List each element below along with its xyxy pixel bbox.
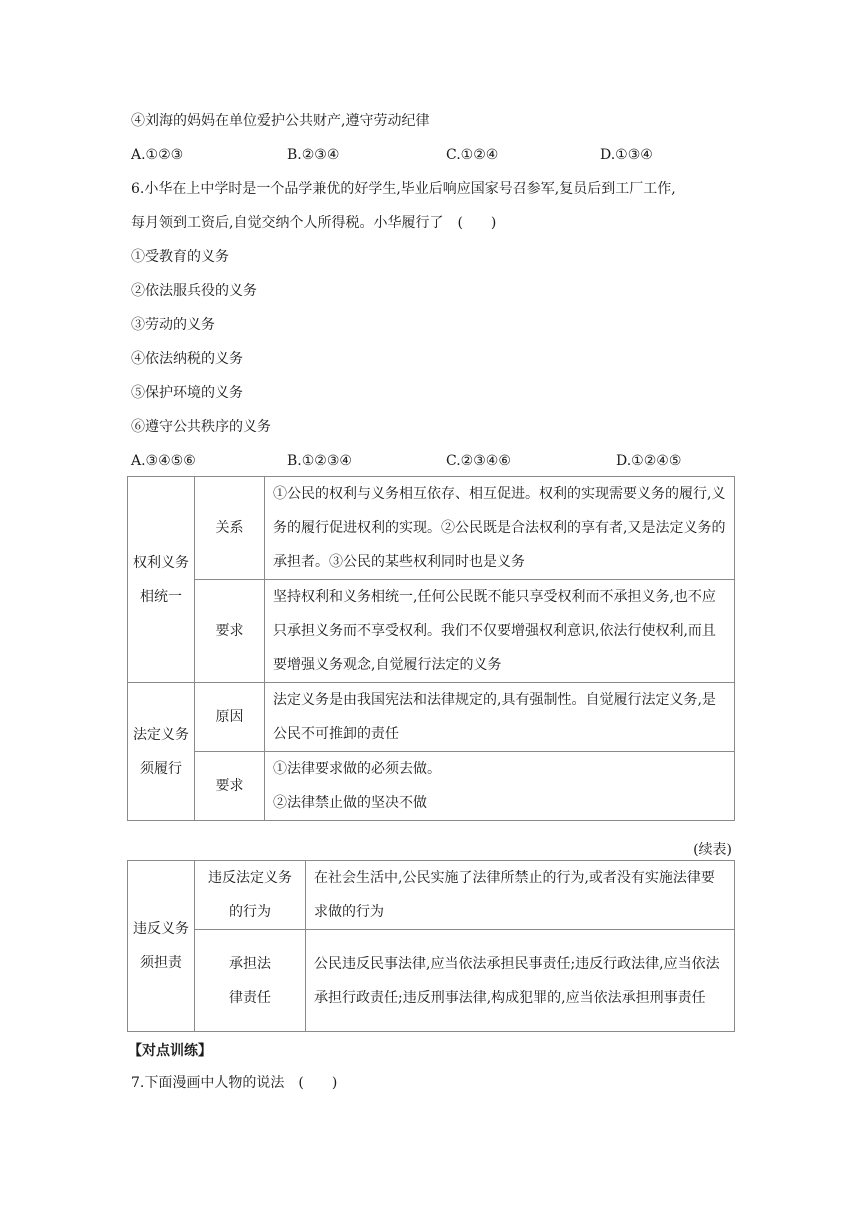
row-content-line: ①法律要求做的必须去做。 [273,761,441,777]
group-title-rights-duties [128,477,195,683]
q5-option-b: B.②③④ [287,147,340,163]
row-label [195,930,306,1032]
section-heading: 【对点训练】 [128,1043,212,1059]
row-label [195,861,306,930]
row-content-line: ②法律禁止做的坚决不做 [273,795,427,811]
group-title-line: 须履行 [140,760,182,777]
q6-item-4: ④依法纳税的义务 [131,351,243,367]
q6-item-5: ⑤保护环境的义务 [131,385,243,401]
row-label: 要求 [195,580,265,683]
q6-item-1: ①受教育的义务 [131,249,229,265]
group-title-legal-duties [128,683,195,821]
row-content [265,752,735,821]
row-content: 在社会生活中,公民实施了法律所禁止的行为,或者没有实施法律要求做的行为 [306,861,735,930]
q5-options [131,145,731,165]
q6-stem-line-2: 每月领到工资后,自觉交纳个人所得税。小华履行了 ( ) [131,215,497,231]
q5-option-c: C.①②④ [446,147,499,163]
q6-item-3: ③劳动的义务 [131,317,215,333]
group-title-line: 相统一 [140,588,182,605]
row-label-line: 违反法定义务 [208,870,292,886]
row-label: 原因 [195,683,265,752]
row-label-line: 律责任 [229,989,271,1006]
q6-stem-line-1: 6.小华在上中学时是一个品学兼优的好学生,毕业后响应国家号召参军,复员后到工厂工作, [131,181,676,197]
group-title-line: 法定义务 [133,726,189,743]
row-label-line: 承担法 [229,955,271,972]
q5-item-4: ④刘海的妈妈在单位爱护公共财产,遵守劳动纪律 [131,113,430,129]
row-label-line: 的行为 [229,904,271,920]
row-content: 公民违反民事法律,应当依法承担民事责任;违反行政法律,应当依法承担行政责任;违反刑事法律,构成犯罪的,应当依法承担刑事责任 [306,930,735,1032]
q5-option-a: A.①②③ [131,147,184,163]
q6-options [131,451,731,471]
row-content: ①公民的权利与义务相互依存、相互促进。权利的实现需要义务的履行,义务的履行促进权利的实现。②公民既是合法权利的享有者,又是法定义务的承担者。③公民的某些权利同时也是义务 [265,477,735,580]
q6-item-6: ⑥遵守公共秩序的义务 [131,419,271,435]
q5-option-d: D.①③④ [600,147,653,163]
group-title-line: 权利义务 [133,554,189,571]
group-title-line: 违反义务 [133,921,189,937]
q6-option-d: D.①②④⑤ [616,453,682,469]
row-content: 法定义务是由我国宪法和法律规定的,具有强制性。自觉履行法定义务,是公民不可推卸的责任 [265,683,735,752]
group-title-line: 须担责 [140,955,182,971]
group-title-violation [128,861,195,1032]
continued-label: (续表) [693,842,732,858]
q6-item-2: ②依法服兵役的义务 [131,283,257,299]
row-label: 关系 [195,477,265,580]
continued-table [127,860,735,1032]
q7-stem: 7.下面漫画中人物的说法 ( ) [131,1075,338,1091]
row-content: 坚持权利和义务相统一,任何公民既不能只享受权利而不承担义务,也不应只承担义务而不享受权利。我们不仅要增强权利意识,依法行使权利,而且要增强义务观念,自觉履行法定的义务 [265,580,735,683]
q6-option-c: C.②③④⑥ [446,453,511,469]
q6-option-a: A.③④⑤⑥ [131,453,196,469]
q6-option-b: B.①②③④ [287,453,352,469]
summary-table [127,476,735,821]
row-label: 要求 [195,752,265,821]
